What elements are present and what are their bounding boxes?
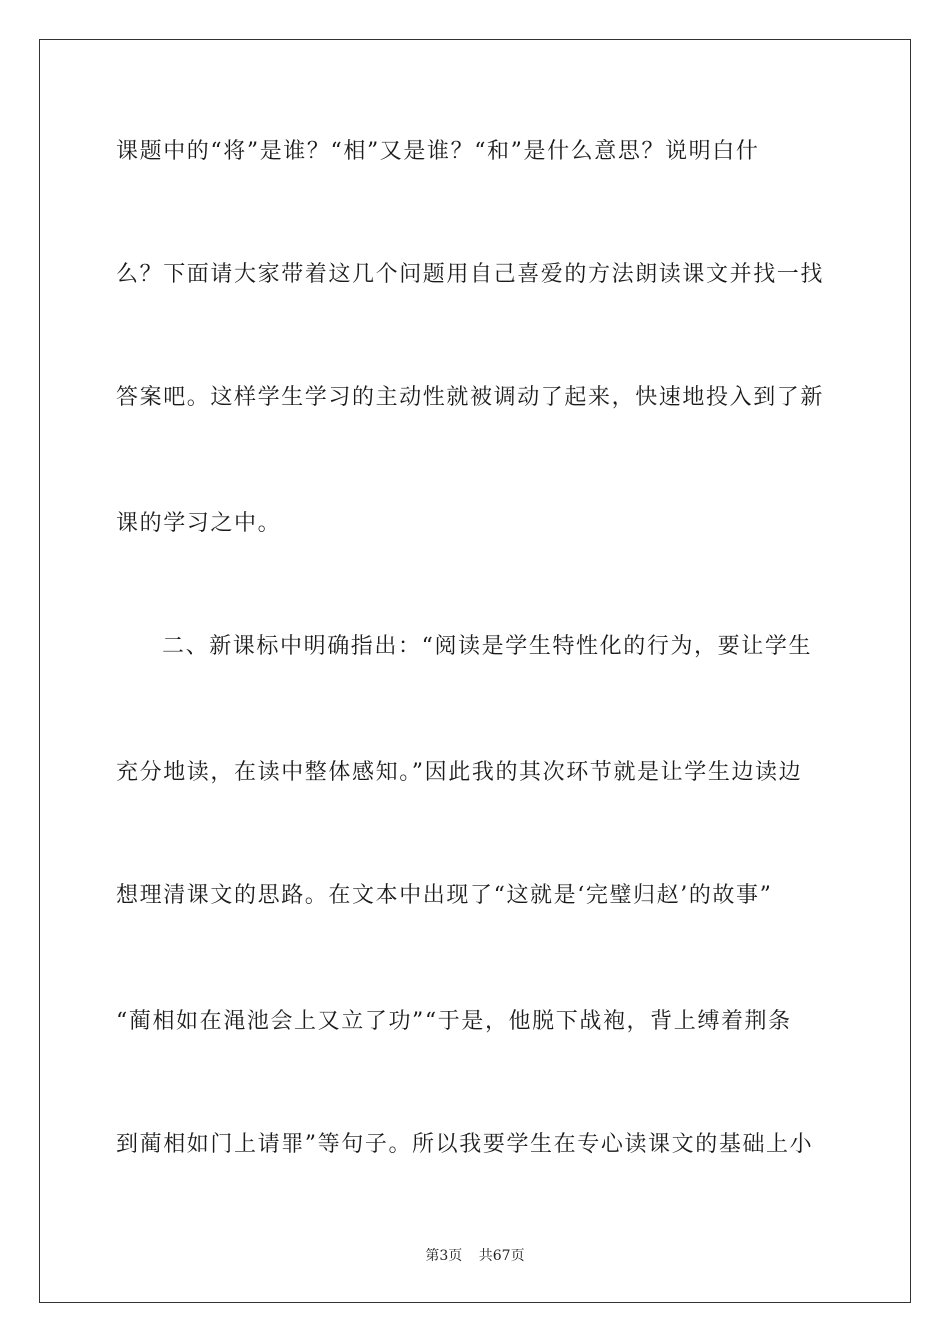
page-total: 共67页 <box>478 1248 525 1264</box>
text-line-8: “蔺相如在渑池会上又立了功”“于是，他脱下战袍，背上缚着荆条 <box>116 1009 792 1034</box>
text-line-3: 答案吧。这样学生学习的主动性就被调动了起来，快速地投入到了新 <box>116 385 825 410</box>
text-line-6: 充分地读，在读中整体感知。”因此我的其次环节就是让学生边读边 <box>116 760 803 785</box>
text-line-1: 课题中的“将”是谁？“相”又是谁？“和”是什么意思？说明白什 <box>116 139 760 164</box>
text-line-5: 二、新课标中明确指出：“阅读是学生特性化的行为，要让学生 <box>162 634 813 659</box>
page-border <box>39 39 911 1303</box>
text-line-4: 课的学习之中。 <box>116 511 282 536</box>
text-line-9: 到蔺相如门上请罪”等句子。所以我要学生在专心读课文的基础上小 <box>116 1132 814 1157</box>
text-line-2: 么？下面请大家带着这几个问题用自己喜爱的方法朗读课文并找一找 <box>116 262 825 287</box>
text-line-7: 想理清课文的思路。在文本中出现了“这就是‘完璧归赵’的故事” <box>116 883 773 908</box>
page-footer <box>0 1246 950 1266</box>
page-number: 第3页 <box>425 1248 463 1264</box>
